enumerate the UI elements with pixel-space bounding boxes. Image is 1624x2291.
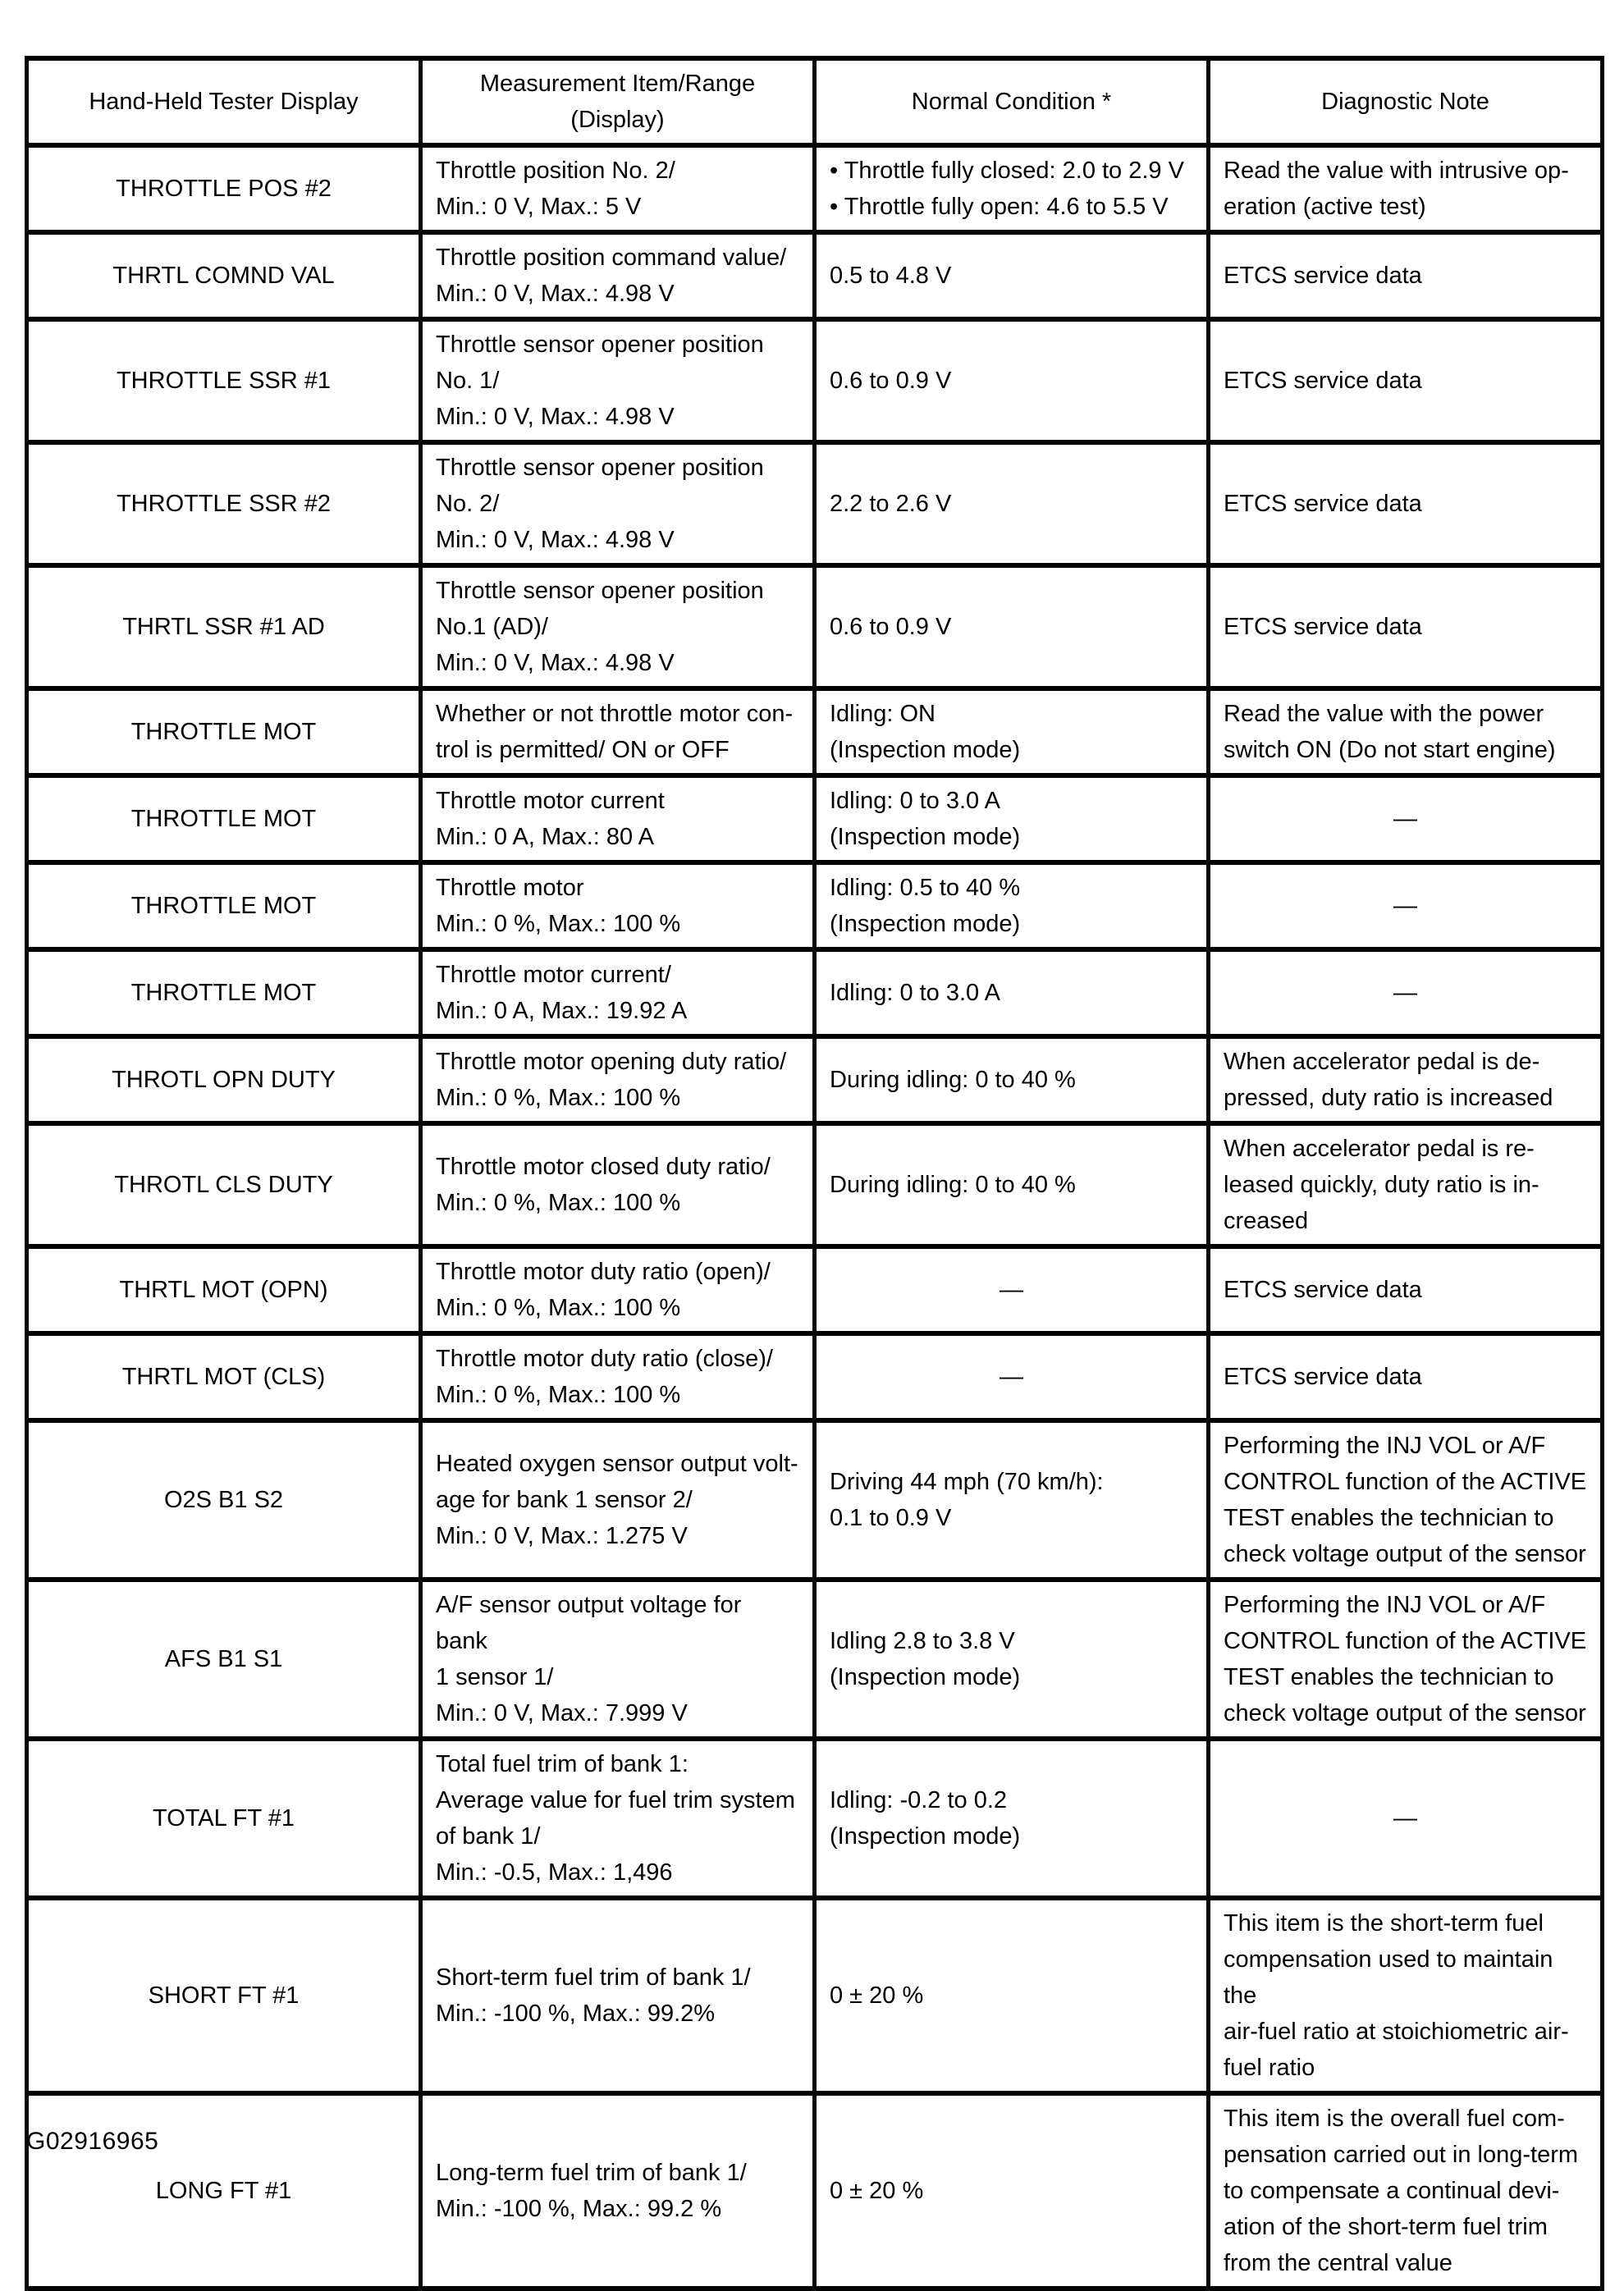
diagnostic-data-table — [25, 56, 1604, 2291]
cell-measurement-item: Throttle sensor opener position No. 1/ Min.: 0 V, Max.: 4.98 V — [421, 319, 815, 442]
cell-measurement-item: Throttle motor duty ratio (open)/ Min.: 0 %, Max.: 100 % — [421, 1246, 815, 1333]
table-row — [27, 1036, 1603, 1123]
cell-tester-display: THRTL MOT (CLS) — [27, 1333, 421, 1420]
cell-normal-condition: 0 ± 20 % — [815, 1898, 1209, 2093]
cell-tester-display: THROTTLE MOT — [27, 688, 421, 775]
table-header — [27, 58, 1603, 145]
cell-diagnostic-note: ETCS service data — [1209, 1246, 1603, 1333]
cell-normal-condition: — — [815, 1246, 1209, 1333]
cell-normal-condition: Idling 2.8 to 3.8 V (Inspection mode) — [815, 1580, 1209, 1739]
cell-diagnostic-note: Performing the INJ VOL or A/F CONTROL function of the ACTIVE TEST enables the technician to check voltage output of the sensor — [1209, 1420, 1603, 1580]
cell-measurement-item: A/F sensor output voltage for bank 1 sensor 1/ Min.: 0 V, Max.: 7.999 V — [421, 1580, 815, 1739]
cell-normal-condition: Idling: 0.5 to 40 % (Inspection mode) — [815, 862, 1209, 949]
cell-measurement-item: Throttle sensor opener position No.1 (AD)/ Min.: 0 V, Max.: 4.98 V — [421, 565, 815, 688]
cell-measurement-item: Heated oxygen sensor output volt- age for bank 1 sensor 2/ Min.: 0 V, Max.: 1.275 V — [421, 1420, 815, 1580]
cell-measurement-item: Long-term fuel trim of bank 1/ Min.: -100 %, Max.: 99.2 % — [421, 2093, 815, 2289]
cell-diagnostic-note: Performing the INJ VOL or A/F CONTROL function of the ACTIVE TEST enables the technician to check voltage output of the sensor — [1209, 1580, 1603, 1739]
cell-measurement-item: Throttle motor current Min.: 0 A, Max.: 80 A — [421, 775, 815, 862]
cell-measurement-item: Total fuel trim of bank 1: Average value for fuel trim system of bank 1/ Min.: -0.5, Max.: 1,496 — [421, 1739, 815, 1898]
cell-measurement-item: Throttle motor closed duty ratio/ Min.: 0 %, Max.: 100 % — [421, 1123, 815, 1246]
table-row — [27, 145, 1603, 232]
cell-diagnostic-note: This item is the overall fuel com- pensation carried out in long-term to compensate a continual devi- ation of the short-term fuel trim from the central value — [1209, 2093, 1603, 2289]
cell-normal-condition: Idling: ON (Inspection mode) — [815, 688, 1209, 775]
col-header-measurement-item: Measurement Item/Range (Display) — [421, 58, 815, 145]
cell-diagnostic-note: ETCS service data — [1209, 565, 1603, 688]
cell-normal-condition: 0 ± 20 % — [815, 2093, 1209, 2289]
cell-tester-display: THROTL OPN DUTY — [27, 1036, 421, 1123]
cell-normal-condition: Idling: -0.2 to 0.2 (Inspection mode) — [815, 1739, 1209, 1898]
cell-diagnostic-note: ETCS service data — [1209, 442, 1603, 565]
cell-diagnostic-note: When accelerator pedal is de- pressed, duty ratio is increased — [1209, 1036, 1603, 1123]
table-row — [27, 1333, 1603, 1420]
table-row — [27, 1246, 1603, 1333]
cell-normal-condition: During idling: 0 to 40 % — [815, 1123, 1209, 1246]
table-row — [27, 1580, 1603, 1739]
cell-normal-condition: — — [815, 1333, 1209, 1420]
cell-measurement-item: Throttle motor Min.: 0 %, Max.: 100 % — [421, 862, 815, 949]
figure-id: G02916965 — [26, 2128, 159, 2155]
cell-normal-condition: Idling: 0 to 3.0 A (Inspection mode) — [815, 775, 1209, 862]
table-row — [27, 1123, 1603, 1246]
table-body — [27, 145, 1603, 2289]
header-row — [27, 58, 1603, 145]
cell-diagnostic-note: ETCS service data — [1209, 319, 1603, 442]
cell-diagnostic-note: — — [1209, 949, 1603, 1036]
table-row — [27, 1420, 1603, 1580]
cell-diagnostic-note: ETCS service data — [1209, 232, 1603, 319]
table-row — [27, 862, 1603, 949]
cell-diagnostic-note: Read the value with the power switch ON (Do not start engine) — [1209, 688, 1603, 775]
cell-tester-display: THRTL SSR #1 AD — [27, 565, 421, 688]
table-row — [27, 319, 1603, 442]
cell-normal-condition: • Throttle fully closed: 2.0 to 2.9 V • Throttle fully open: 4.6 to 5.5 V — [815, 145, 1209, 232]
col-header-tester-display: Hand-Held Tester Display — [27, 58, 421, 145]
cell-normal-condition: Idling: 0 to 3.0 A — [815, 949, 1209, 1036]
cell-measurement-item: Throttle position No. 2/ Min.: 0 V, Max.: 5 V — [421, 145, 815, 232]
cell-normal-condition: Driving 44 mph (70 km/h): 0.1 to 0.9 V — [815, 1420, 1209, 1580]
table-row — [27, 1898, 1603, 2093]
cell-diagnostic-note: When accelerator pedal is re- leased quickly, duty ratio is in- creased — [1209, 1123, 1603, 1246]
col-header-diagnostic-note: Diagnostic Note — [1209, 58, 1603, 145]
cell-tester-display: THRTL COMND VAL — [27, 232, 421, 319]
cell-tester-display: LONG FT #1 — [27, 2093, 421, 2289]
cell-measurement-item: Throttle motor current/ Min.: 0 A, Max.: 19.92 A — [421, 949, 815, 1036]
cell-tester-display: O2S B1 S2 — [27, 1420, 421, 1580]
col-header-normal-condition: Normal Condition * — [815, 58, 1209, 145]
cell-tester-display: THROTTLE MOT — [27, 949, 421, 1036]
table-row — [27, 232, 1603, 319]
cell-normal-condition: 2.2 to 2.6 V — [815, 442, 1209, 565]
cell-tester-display: THROTL CLS DUTY — [27, 1123, 421, 1246]
cell-tester-display: THROTTLE POS #2 — [27, 145, 421, 232]
table-row — [27, 2093, 1603, 2289]
cell-normal-condition: 0.6 to 0.9 V — [815, 319, 1209, 442]
table-row — [27, 688, 1603, 775]
cell-measurement-item: Throttle position command value/ Min.: 0 V, Max.: 4.98 V — [421, 232, 815, 319]
cell-tester-display: THROTTLE MOT — [27, 775, 421, 862]
cell-tester-display: SHORT FT #1 — [27, 1898, 421, 2093]
cell-tester-display: TOTAL FT #1 — [27, 1739, 421, 1898]
cell-measurement-item: Throttle sensor opener position No. 2/ Min.: 0 V, Max.: 4.98 V — [421, 442, 815, 565]
cell-tester-display: THROTTLE MOT — [27, 862, 421, 949]
cell-tester-display: AFS B1 S1 — [27, 1580, 421, 1739]
cell-measurement-item: Short-term fuel trim of bank 1/ Min.: -100 %, Max.: 99.2% — [421, 1898, 815, 2093]
cell-diagnostic-note: ETCS service data — [1209, 1333, 1603, 1420]
cell-tester-display: THROTTLE SSR #1 — [27, 319, 421, 442]
cell-diagnostic-note: This item is the short-term fuel compensation used to maintain the air-fuel ratio at stoichiometric air- fuel ratio — [1209, 1898, 1603, 2093]
table-row — [27, 565, 1603, 688]
cell-measurement-item: Whether or not throttle motor con- trol is permitted/ ON or OFF — [421, 688, 815, 775]
cell-tester-display: THRTL MOT (OPN) — [27, 1246, 421, 1333]
table-row — [27, 442, 1603, 565]
cell-diagnostic-note: Read the value with intrusive op- eration (active test) — [1209, 145, 1603, 232]
cell-diagnostic-note: — — [1209, 775, 1603, 862]
cell-diagnostic-note: — — [1209, 1739, 1603, 1898]
cell-diagnostic-note: — — [1209, 862, 1603, 949]
table-row — [27, 949, 1603, 1036]
cell-tester-display: THROTTLE SSR #2 — [27, 442, 421, 565]
cell-normal-condition: 0.6 to 0.9 V — [815, 565, 1209, 688]
cell-normal-condition: 0.5 to 4.8 V — [815, 232, 1209, 319]
table-row — [27, 1739, 1603, 1898]
cell-measurement-item: Throttle motor opening duty ratio/ Min.: 0 %, Max.: 100 % — [421, 1036, 815, 1123]
cell-measurement-item: Throttle motor duty ratio (close)/ Min.: 0 %, Max.: 100 % — [421, 1333, 815, 1420]
table-row — [27, 775, 1603, 862]
cell-normal-condition: During idling: 0 to 40 % — [815, 1036, 1209, 1123]
